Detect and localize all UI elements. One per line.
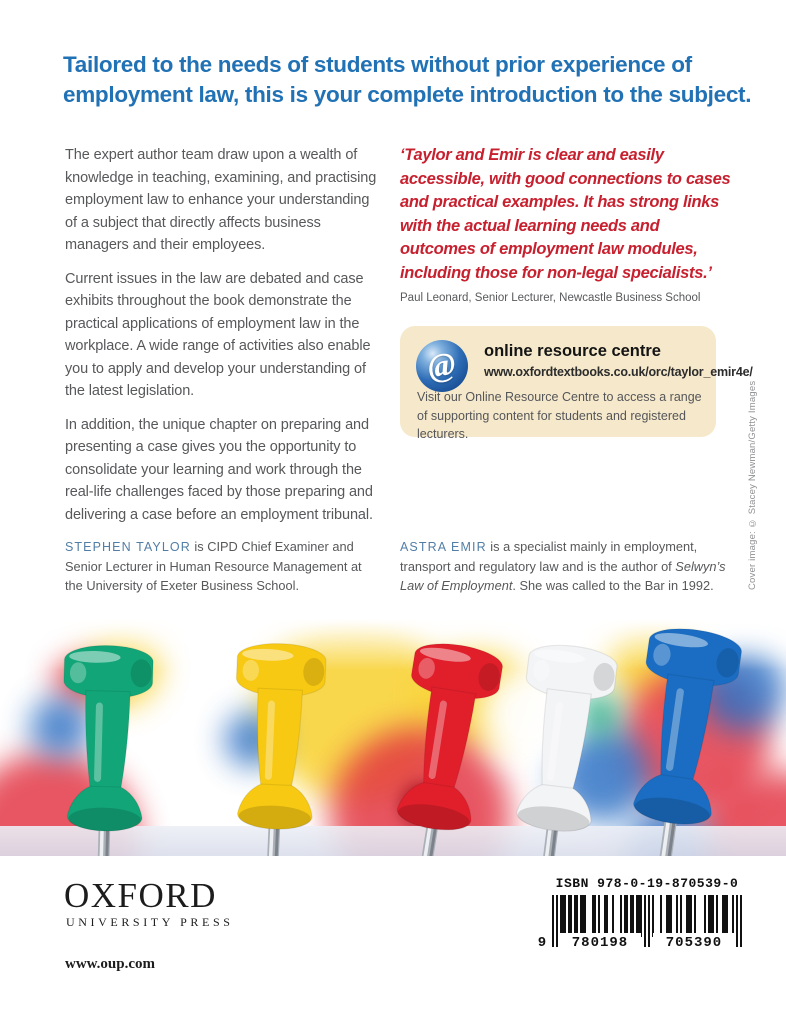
review-attribution: Paul Leonard, Senior Lecturer, Newcastle Business School (400, 292, 701, 304)
author-name-taylor: STEPHEN TAYLOR (65, 540, 191, 554)
pushpins-photo (0, 612, 786, 856)
at-symbol: @ (425, 345, 459, 386)
author-name-emir: ASTRA EMIR (400, 540, 487, 554)
resource-box-title: online resource centre (484, 342, 661, 360)
review-section (400, 144, 738, 304)
description-paragraph-3: In addition, the unique chapter on preparing and presenting a case gives you the opportunity to consolidate your learning and work through the real-life challenges faced by those preparing and delivering a case before an employment tribunal. (65, 416, 373, 523)
online-resource-centre-box (400, 326, 753, 441)
university-press-label: UNIVERSITY PRESS (66, 915, 234, 929)
green-pushpin (33, 640, 179, 856)
book-title: Selwyn’s Law of Employment (400, 559, 726, 593)
barcode-digit-group: 705390 (653, 933, 735, 953)
oxford-logo: OXFORD (64, 876, 217, 915)
barcode-digit-group: 780198 (559, 933, 641, 953)
cover-image-credit: Cover image: © Stacey Newman/Getty Images (747, 380, 758, 590)
barcode-digit-group: 9 (537, 935, 548, 951)
resource-box-description: Visit our Online Resource Centre to access a range of supporting content for students and registered lecturers. (417, 390, 702, 441)
publisher-website: www.oup.com (65, 956, 156, 972)
resource-box-url: www.oxfordtextbooks.co.uk/orc/taylor_emir4e/ (484, 365, 753, 379)
description-column (65, 144, 379, 537)
at-globe-icon (416, 340, 468, 392)
author-bio-emir-text-1: is a specialist mainly in employment, transport and regulatory law and is the author of (400, 539, 698, 574)
author-bio-taylor-text: is CIPD Chief Examiner and Senior Lecturer in Human Resource Management at the University of Exeter Business School. (65, 539, 362, 593)
description-paragraph-1: The expert author team draw upon a wealth of knowledge in teaching, examining, and practising employment law to enhance your understanding of a subject that directly affects business managers and their employees. (65, 147, 377, 253)
headline (63, 50, 768, 110)
description-paragraph-2: Current issues in the law are debated and case exhibits throughout the book demonstrate the practical applications of employment law in the workplace. A wide range of activities also enable you to apply and develop your understanding of the latest legislation. (65, 270, 371, 399)
review-quote: ‘Taylor and Emir is clear and easily accessible, with good connections to cases and practical examples. It has strong links with the actual learning needs and outcomes of employment law modules, including those for non-legal specialists.’ (400, 146, 731, 282)
isbn-label: ISBN 978-0-19-870539-0 (555, 876, 739, 891)
headline-line2: employment law, this is your complete introduction to the subject. (63, 82, 752, 107)
headline-line1: Tailored to the needs of students without prior experience of (63, 52, 692, 77)
author-bio-emir-text-2: . She was called to the Bar in 1992. (512, 578, 714, 593)
yellow-pushpin (202, 637, 353, 856)
author-bio-taylor (65, 537, 365, 595)
author-bio-emir (400, 537, 738, 595)
barcode (537, 895, 742, 957)
